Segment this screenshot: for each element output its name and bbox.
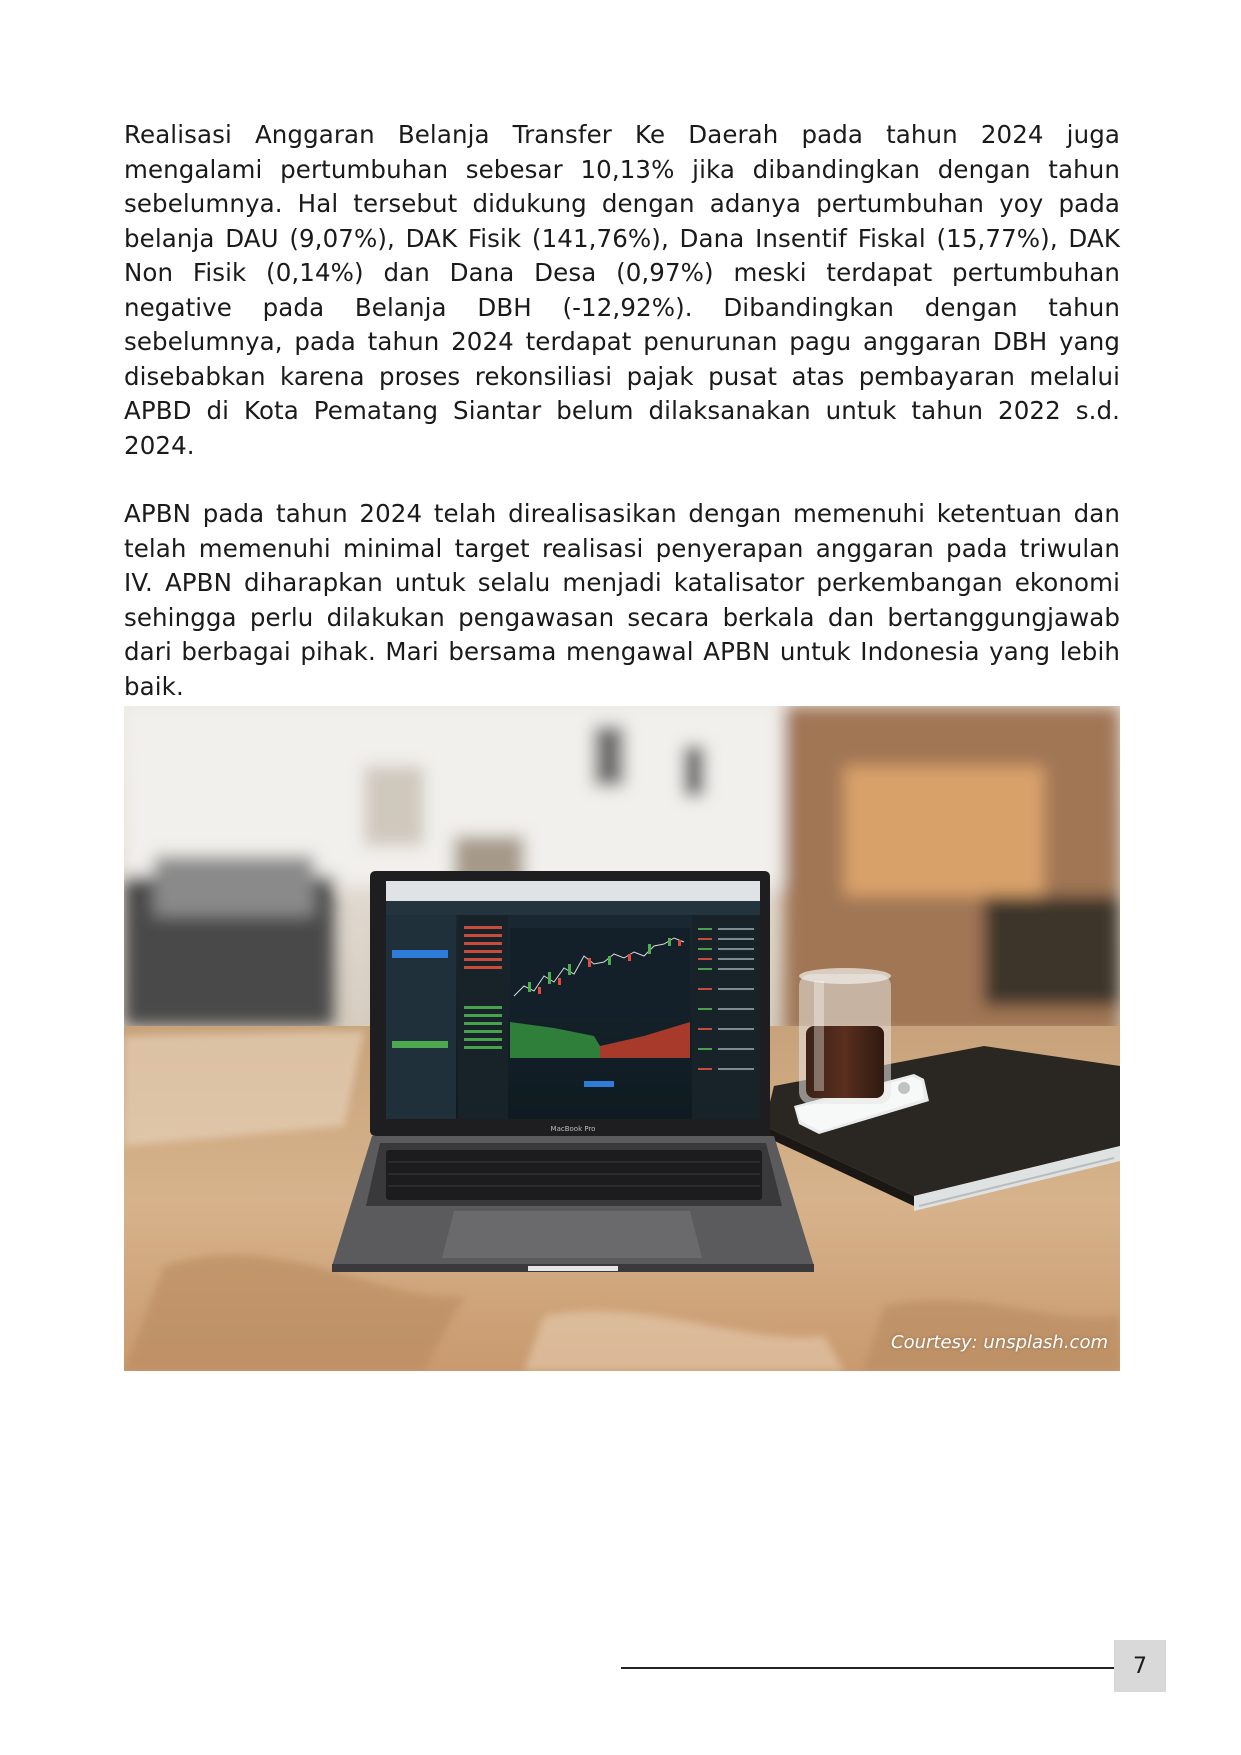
photo-credit: Courtesy: unsplash.com xyxy=(891,1332,1108,1353)
page-number: 7 xyxy=(1114,1640,1166,1692)
footer-divider xyxy=(621,1667,1115,1669)
paragraph-apbn-conclusion: APBN pada tahun 2024 telah direalisasikan dengan memenuhi ketentuan dan telah memenuhi minimal target realisasi penyerapan anggaran pada triwulan IV. APBN diharapkan untuk selalu menjadi katalisator perkembangan ekonomi sehingga perlu dilakukan pengawasan secara berkala dan bertanggungjawab dari berbagai pihak. Mari bersama mengawal APBN untuk Indonesia yang lebih baik. xyxy=(124,499,1120,701)
paragraph-transfer-daerah: Realisasi Anggaran Belanja Transfer Ke Daerah pada tahun 2024 juga mengalami pertumbuhan sebesar 10,13% jika dibandingkan dengan tahun sebelumnya. Hal tersebut didukung dengan adanya pertumbuhan yoy pada belanja DAU (9,07%), DAK Fisik (141,76%), Dana Insentif Fiskal (15,77%), DAK Non Fisik (0,14%) dan Dana Desa (0,97%) meski terdapat pertumbuhan negative pada Belanja DBH (-12,92%). Dibandingkan dengan tahun sebelumnya, pada tahun 2024 terdapat penurunan pagu anggaran DBH yang disebabkan karena proses rekonsiliasi pajak pusat atas pembayaran melalui APBD di Kota Pematang Siantar belum dilaksanakan untuk tahun 2022 s.d. 2024. xyxy=(124,120,1120,460)
keyboard xyxy=(386,1150,762,1200)
photo-illustration xyxy=(124,706,1120,1371)
glass xyxy=(799,968,891,1104)
laptop-screen xyxy=(370,871,770,1136)
body-text xyxy=(124,118,1120,704)
laptop-brand-label: MacBook Pro xyxy=(550,1125,596,1133)
laptop-trading-photo xyxy=(124,706,1120,1371)
